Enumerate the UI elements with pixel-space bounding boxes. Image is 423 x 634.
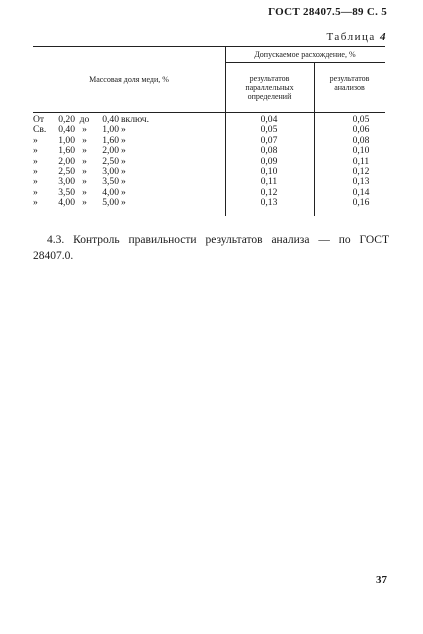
table-caption-word: Таблица: [326, 31, 376, 43]
table-cell: 0,08: [352, 134, 370, 146]
row-suffix: включ.: [121, 114, 150, 125]
row-lower: 4,00: [58, 197, 75, 209]
col-head-parallel-line2: параллельных: [245, 83, 294, 92]
table-caption-number: 4: [380, 31, 387, 43]
page-number: 37: [376, 574, 387, 586]
row-suffix: »: [121, 197, 126, 209]
row-prefix: »: [33, 155, 38, 167]
table-cell: 0,13: [352, 176, 370, 188]
row-lower: 0,40: [58, 124, 75, 136]
row-prefix: »: [33, 197, 38, 209]
table-cell: 0,05: [352, 114, 370, 125]
row-prefix: От: [33, 114, 45, 125]
row-upper: 4,00: [102, 186, 119, 198]
table-group-rule: [225, 62, 385, 63]
row-suffix: »: [121, 124, 126, 136]
row-lower: 3,00: [58, 176, 75, 188]
table-cell: 0,14: [352, 186, 370, 198]
row-connector: до: [79, 114, 90, 125]
row-suffix: »: [121, 176, 126, 188]
row-prefix: Св.: [33, 124, 47, 136]
col-head-parallel-line1: результатов: [249, 74, 290, 83]
row-prefix: »: [33, 165, 38, 177]
table-cell: 0,09: [260, 155, 278, 167]
table-cell: 0,13: [260, 197, 278, 209]
table-cell: 0,07: [260, 134, 278, 146]
row-upper: 5,00: [102, 197, 119, 209]
table-cell: 0,04: [260, 114, 278, 125]
row-upper: 1,60: [102, 134, 119, 146]
col-head-analyses-line1: результатов: [329, 74, 370, 83]
table-header-rule: [33, 112, 385, 113]
row-suffix: »: [121, 155, 126, 167]
row-connector: »: [82, 186, 87, 198]
row-connector: »: [82, 145, 87, 157]
row-connector: »: [82, 134, 87, 146]
row-prefix: »: [33, 186, 38, 198]
row-lower: 1,00: [58, 134, 75, 146]
row-lower: 2,00: [58, 155, 75, 167]
row-connector: »: [82, 176, 87, 188]
row-connector: »: [82, 124, 87, 136]
parallel-values-column: [249, 115, 289, 209]
row-prefix: »: [33, 134, 38, 146]
table-caption: [326, 31, 387, 43]
table-cell: 0,11: [260, 176, 278, 188]
row-lower: 2,50: [58, 165, 75, 177]
table-top-rule: [33, 46, 385, 47]
row-upper: 3,50: [102, 176, 119, 188]
row-lower: 1,60: [58, 145, 75, 157]
row-suffix: »: [121, 134, 126, 146]
table-cell: 0,10: [352, 145, 370, 157]
table-cell: 0,12: [352, 165, 370, 177]
table-cell: 0,11: [352, 155, 370, 167]
row-upper: 1,00: [102, 124, 119, 136]
table-cell: 0,08: [260, 145, 278, 157]
col-head-analyses-line2: анализов: [334, 83, 365, 92]
col-head-group: Допускаемое расхождение, %: [254, 50, 356, 59]
paragraph-4-3: 4.3. Контроль правильности результатов анализа — по ГОСТ 28407.0.: [33, 234, 389, 262]
running-header: ГОСТ 28407.5—89 С. 5: [268, 6, 387, 18]
table-cell: 0,12: [260, 186, 278, 198]
row-connector: »: [82, 155, 87, 167]
row-suffix: »: [121, 186, 126, 198]
analyses-values-column: [341, 115, 381, 209]
table-cell: 0,16: [352, 197, 370, 209]
col-head-analyses: [314, 74, 385, 92]
row-suffix: »: [121, 145, 126, 157]
table-vline-1: [225, 46, 226, 216]
row-prefix: »: [33, 145, 38, 157]
row-upper: 2,00: [102, 145, 119, 157]
table-cell: 0,05: [260, 124, 278, 136]
row-lower: 3,50: [58, 186, 75, 198]
col-head-mass: Массовая доля меди, %: [89, 75, 169, 84]
row-upper: 3,00: [102, 165, 119, 177]
row-upper: 2,50: [102, 155, 119, 167]
table-cell: 0,10: [260, 165, 278, 177]
row-connector: »: [82, 165, 87, 177]
row-prefix: »: [33, 176, 38, 188]
row-upper: 0,40: [102, 114, 119, 125]
col-head-parallel-line3: определений: [247, 92, 292, 101]
row-suffix: »: [121, 165, 126, 177]
row-lower: 0,20: [58, 114, 75, 125]
table-cell: 0,06: [352, 124, 370, 136]
col-head-parallel: [225, 74, 314, 101]
row-connector: »: [82, 197, 87, 209]
